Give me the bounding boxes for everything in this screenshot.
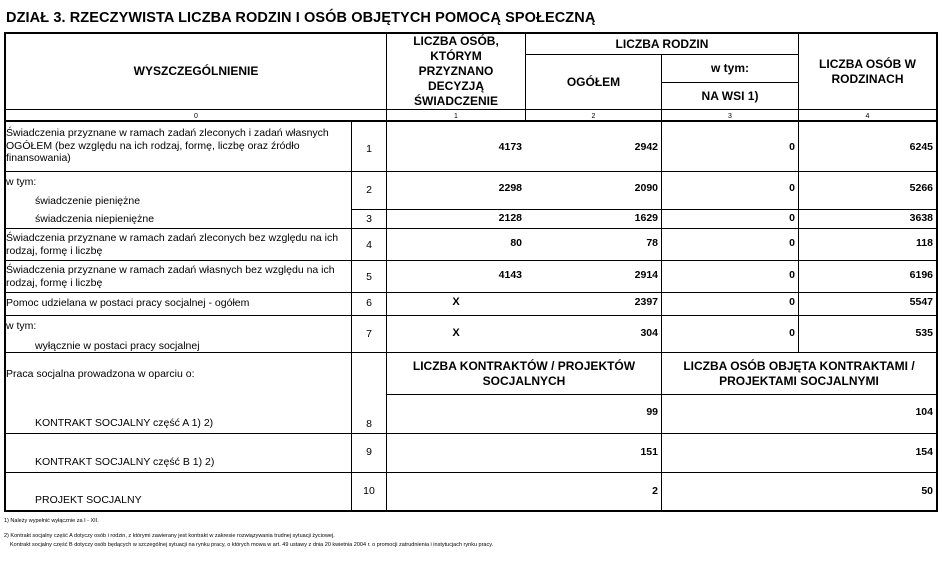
row-number: 1 xyxy=(366,143,372,155)
row-label-prefix: w tym: xyxy=(6,176,37,188)
cell-families-rural: 0 xyxy=(789,296,795,308)
cell-contract-count: 151 xyxy=(640,446,658,458)
row-label: wyłącznie w postaci pracy socjalnej xyxy=(35,340,200,352)
header-total: OGÓŁEM xyxy=(566,74,621,89)
cell-families-rural: 0 xyxy=(789,182,795,194)
row-label: świadczenie pieniężne xyxy=(35,195,141,207)
cell-persons-decision: 2298 xyxy=(498,182,522,194)
cell-persons-decision: X xyxy=(452,296,460,308)
cell-persons-families: 5266 xyxy=(909,182,933,194)
cell-contract-persons: 154 xyxy=(915,446,933,458)
cell-persons-families: 5547 xyxy=(909,296,933,308)
row-number: 4 xyxy=(366,239,372,251)
cell-persons-families: 6196 xyxy=(909,269,933,281)
cell-persons-families: 535 xyxy=(915,327,933,339)
section-title: DZIAŁ 3. RZECZYWISTA LICZBA RODZIN I OSÓB OBJĘTYCH POMOCĄ SPOŁECZNĄ xyxy=(6,10,596,26)
cell-persons-decision: 4173 xyxy=(498,141,522,153)
cell-families-rural: 0 xyxy=(789,269,795,281)
footnote: 1) Należy wypełnić wyłącznie za I - XII. xyxy=(4,518,99,524)
header-rural: NA WSI 1) xyxy=(701,88,759,103)
cell-persons-decision: X xyxy=(452,327,460,339)
col-index-1: 1 xyxy=(454,113,458,120)
row-label: Świadczenia przyznane w ramach zadań zleconych i zadań własnych OGÓŁEM (bez względu na ich rodzaj, formę, liczbę oraz źródło finansowania) xyxy=(6,127,329,164)
cell-persons-decision: 80 xyxy=(510,237,522,249)
cell-families-total: 2090 xyxy=(634,182,658,194)
header-contract-persons: LICZBA OSÓB OBJĘTA KONTRAKTAMI / PROJEKTAMI SOCJALNYMI xyxy=(683,358,915,388)
row-label: PROJEKT SOCJALNY xyxy=(35,494,142,506)
header-persons-families: LICZBA OSÓB W RODZINACH xyxy=(819,56,916,86)
cell-families-total: 2942 xyxy=(634,141,658,153)
row-number: 9 xyxy=(366,446,372,458)
row-number: 5 xyxy=(366,271,372,283)
row-number: 3 xyxy=(366,213,372,225)
footnote: 2) Kontrakt socjalny część A dotyczy osób i rodzin, z którymi zawierany jest kontrakt w zakresie rozwiązywania trudnej sytuacji życiowej. xyxy=(4,533,335,539)
cell-families-rural: 0 xyxy=(789,141,795,153)
row-label: KONTRAKT SOCJALNY część A 1) 2) xyxy=(35,417,214,429)
row-label: KONTRAKT SOCJALNY część B 1) 2) xyxy=(35,456,215,468)
col-index-4: 4 xyxy=(865,113,870,120)
cell-persons-families: 6245 xyxy=(909,141,933,153)
cell-contract-persons: 104 xyxy=(915,406,933,418)
cell-persons-families: 118 xyxy=(916,237,933,249)
row-number: 8 xyxy=(366,418,372,430)
contracts-intro: Praca socjalna prowadzona w oparciu o: xyxy=(6,368,195,380)
cell-families-rural: 0 xyxy=(789,327,795,339)
cell-families-total: 78 xyxy=(646,237,658,249)
cell-families-total: 304 xyxy=(640,327,658,339)
cell-contract-persons: 50 xyxy=(921,485,933,497)
row-number: 7 xyxy=(366,328,372,340)
cell-contract-count: 2 xyxy=(652,485,658,497)
cell-contract-count: 99 xyxy=(646,406,658,418)
row-number: 6 xyxy=(366,297,372,309)
cell-families-total: 2914 xyxy=(634,269,658,281)
row-label: Pomoc udzielana w postaci pracy socjalnej - ogółem xyxy=(6,297,250,309)
row-label: Świadczenia przyznane w ramach zadań zleconych bez względu na ich rodzaj, formę i liczbę xyxy=(6,232,339,257)
header-families: LICZBA RODZIN xyxy=(615,36,709,51)
row-number: 2 xyxy=(366,184,372,196)
cell-persons-decision: 4143 xyxy=(498,269,522,281)
header-description: WYSZCZEGÓLNIENIE xyxy=(133,64,259,78)
cell-families-total: 1629 xyxy=(634,212,658,224)
row-label: świadczenia niepieniężne xyxy=(35,213,155,225)
header-of-which: w tym: xyxy=(710,61,749,75)
row-number: 10 xyxy=(363,485,375,497)
cell-families-total: 2397 xyxy=(634,296,658,308)
cell-families-rural: 0 xyxy=(789,237,795,249)
col-index-3: 3 xyxy=(728,113,732,120)
row-label: Świadczenia przyznane w ramach zadań własnych bez względu na ich rodzaj, formę i liczbę xyxy=(6,264,335,289)
cell-persons-decision: 2128 xyxy=(498,212,522,224)
cell-families-rural: 0 xyxy=(789,212,795,224)
cell-persons-families: 3638 xyxy=(909,212,933,224)
footnote: Kontrakt socjalny część B dotyczy osób będących w szczególnej sytuacji na rynku pracy, o których mowa w art. 49 ustawy z dnia 20 kwietnia 2004 r. o promocji zatrudnienia i instytucjach rynku pracy. xyxy=(10,542,494,548)
header-contract-count: LICZBA KONTRAKTÓW / PROJEKTÓW SOCJALNYCH xyxy=(412,358,636,388)
row-label-prefix: w tym: xyxy=(6,320,37,332)
col-index-2: 2 xyxy=(591,113,596,120)
header-persons-decision: LICZBA OSÓB, KTÓRYM PRZYZNANO DECYZJĄ ŚWIADCZENIE xyxy=(413,34,499,108)
col-index-0: 0 xyxy=(194,113,198,120)
